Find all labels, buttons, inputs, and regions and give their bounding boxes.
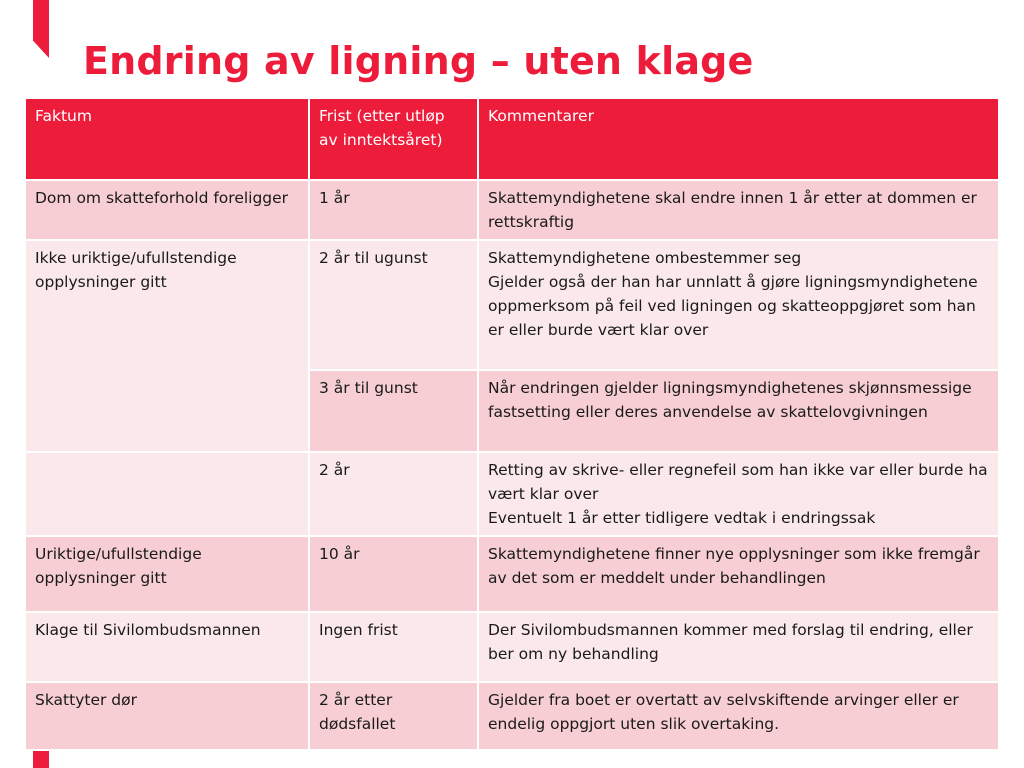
cell-frist: 2 år (309, 452, 478, 536)
header-kommentarer: Kommentarer (478, 98, 999, 180)
table-row (25, 612, 999, 682)
cell-kommentar: Der Sivilombudsmannen kommer med forslag til endring, eller ber om ny behandling (478, 612, 999, 682)
cell-kommentar: Gjelder fra boet er overtatt av selvskiftende arvinger eller er endelig oppgjort uten slik overtaking. (478, 682, 999, 750)
cell-kommentar: Retting av skrive- eller regnefeil som han ikke var eller burde ha vært klar over Eventuelt 1 år etter tidligere vedtak i endringssak (478, 452, 999, 536)
cell-frist: 2 år til ugunst (309, 240, 478, 370)
cell-kommentar: Skattemyndighetene skal endre innen 1 år etter at dommen er rettskraftig (478, 180, 999, 240)
cell-frist: 10 år (309, 536, 478, 612)
cell-kommentar: Når endringen gjelder ligningsmyndighetenes skjønnsmessige fastsetting eller deres anvendelse av skattelovgivningen (478, 370, 999, 452)
slide-title: Endring av ligning – uten klage (83, 39, 754, 83)
cell-frist: 1 år (309, 180, 478, 240)
header-frist: Frist (etter utløp av inntektsåret) (309, 98, 478, 180)
cell-faktum: Uriktige/ufullstendige opplysninger gitt (25, 536, 309, 612)
table-row (25, 180, 999, 240)
table-row (25, 682, 999, 750)
cell-frist: 2 år etter dødsfallet (309, 682, 478, 750)
cell-faktum: Skattyter dør (25, 682, 309, 750)
cell-faktum (25, 452, 309, 536)
cell-faktum: Dom om skatteforhold foreligger (25, 180, 309, 240)
cell-frist: Ingen frist (309, 612, 478, 682)
table-row (25, 536, 999, 612)
deadline-table (24, 97, 1000, 751)
header-faktum: Faktum (25, 98, 309, 180)
cell-faktum: Ikke uriktige/ufullstendige opplysninger gitt (25, 240, 309, 452)
cell-kommentar: Skattemyndighetene ombestemmer seg Gjelder også der han har unnlatt å gjøre ligningsmyndighetene oppmerksom på feil ved ligningen og skatteoppgjøret som han er eller burde vært klar over (478, 240, 999, 370)
table-row (25, 240, 999, 370)
cell-faktum: Klage til Sivilombudsmannen (25, 612, 309, 682)
accent-bar-top (33, 0, 49, 58)
table-row (25, 452, 999, 536)
cell-kommentar: Skattemyndighetene finner nye opplysninger som ikke fremgår av det som er meddelt under behandlingen (478, 536, 999, 612)
accent-bar-bottom (33, 748, 49, 768)
cell-frist: 3 år til gunst (309, 370, 478, 452)
table-header-row (25, 98, 999, 180)
